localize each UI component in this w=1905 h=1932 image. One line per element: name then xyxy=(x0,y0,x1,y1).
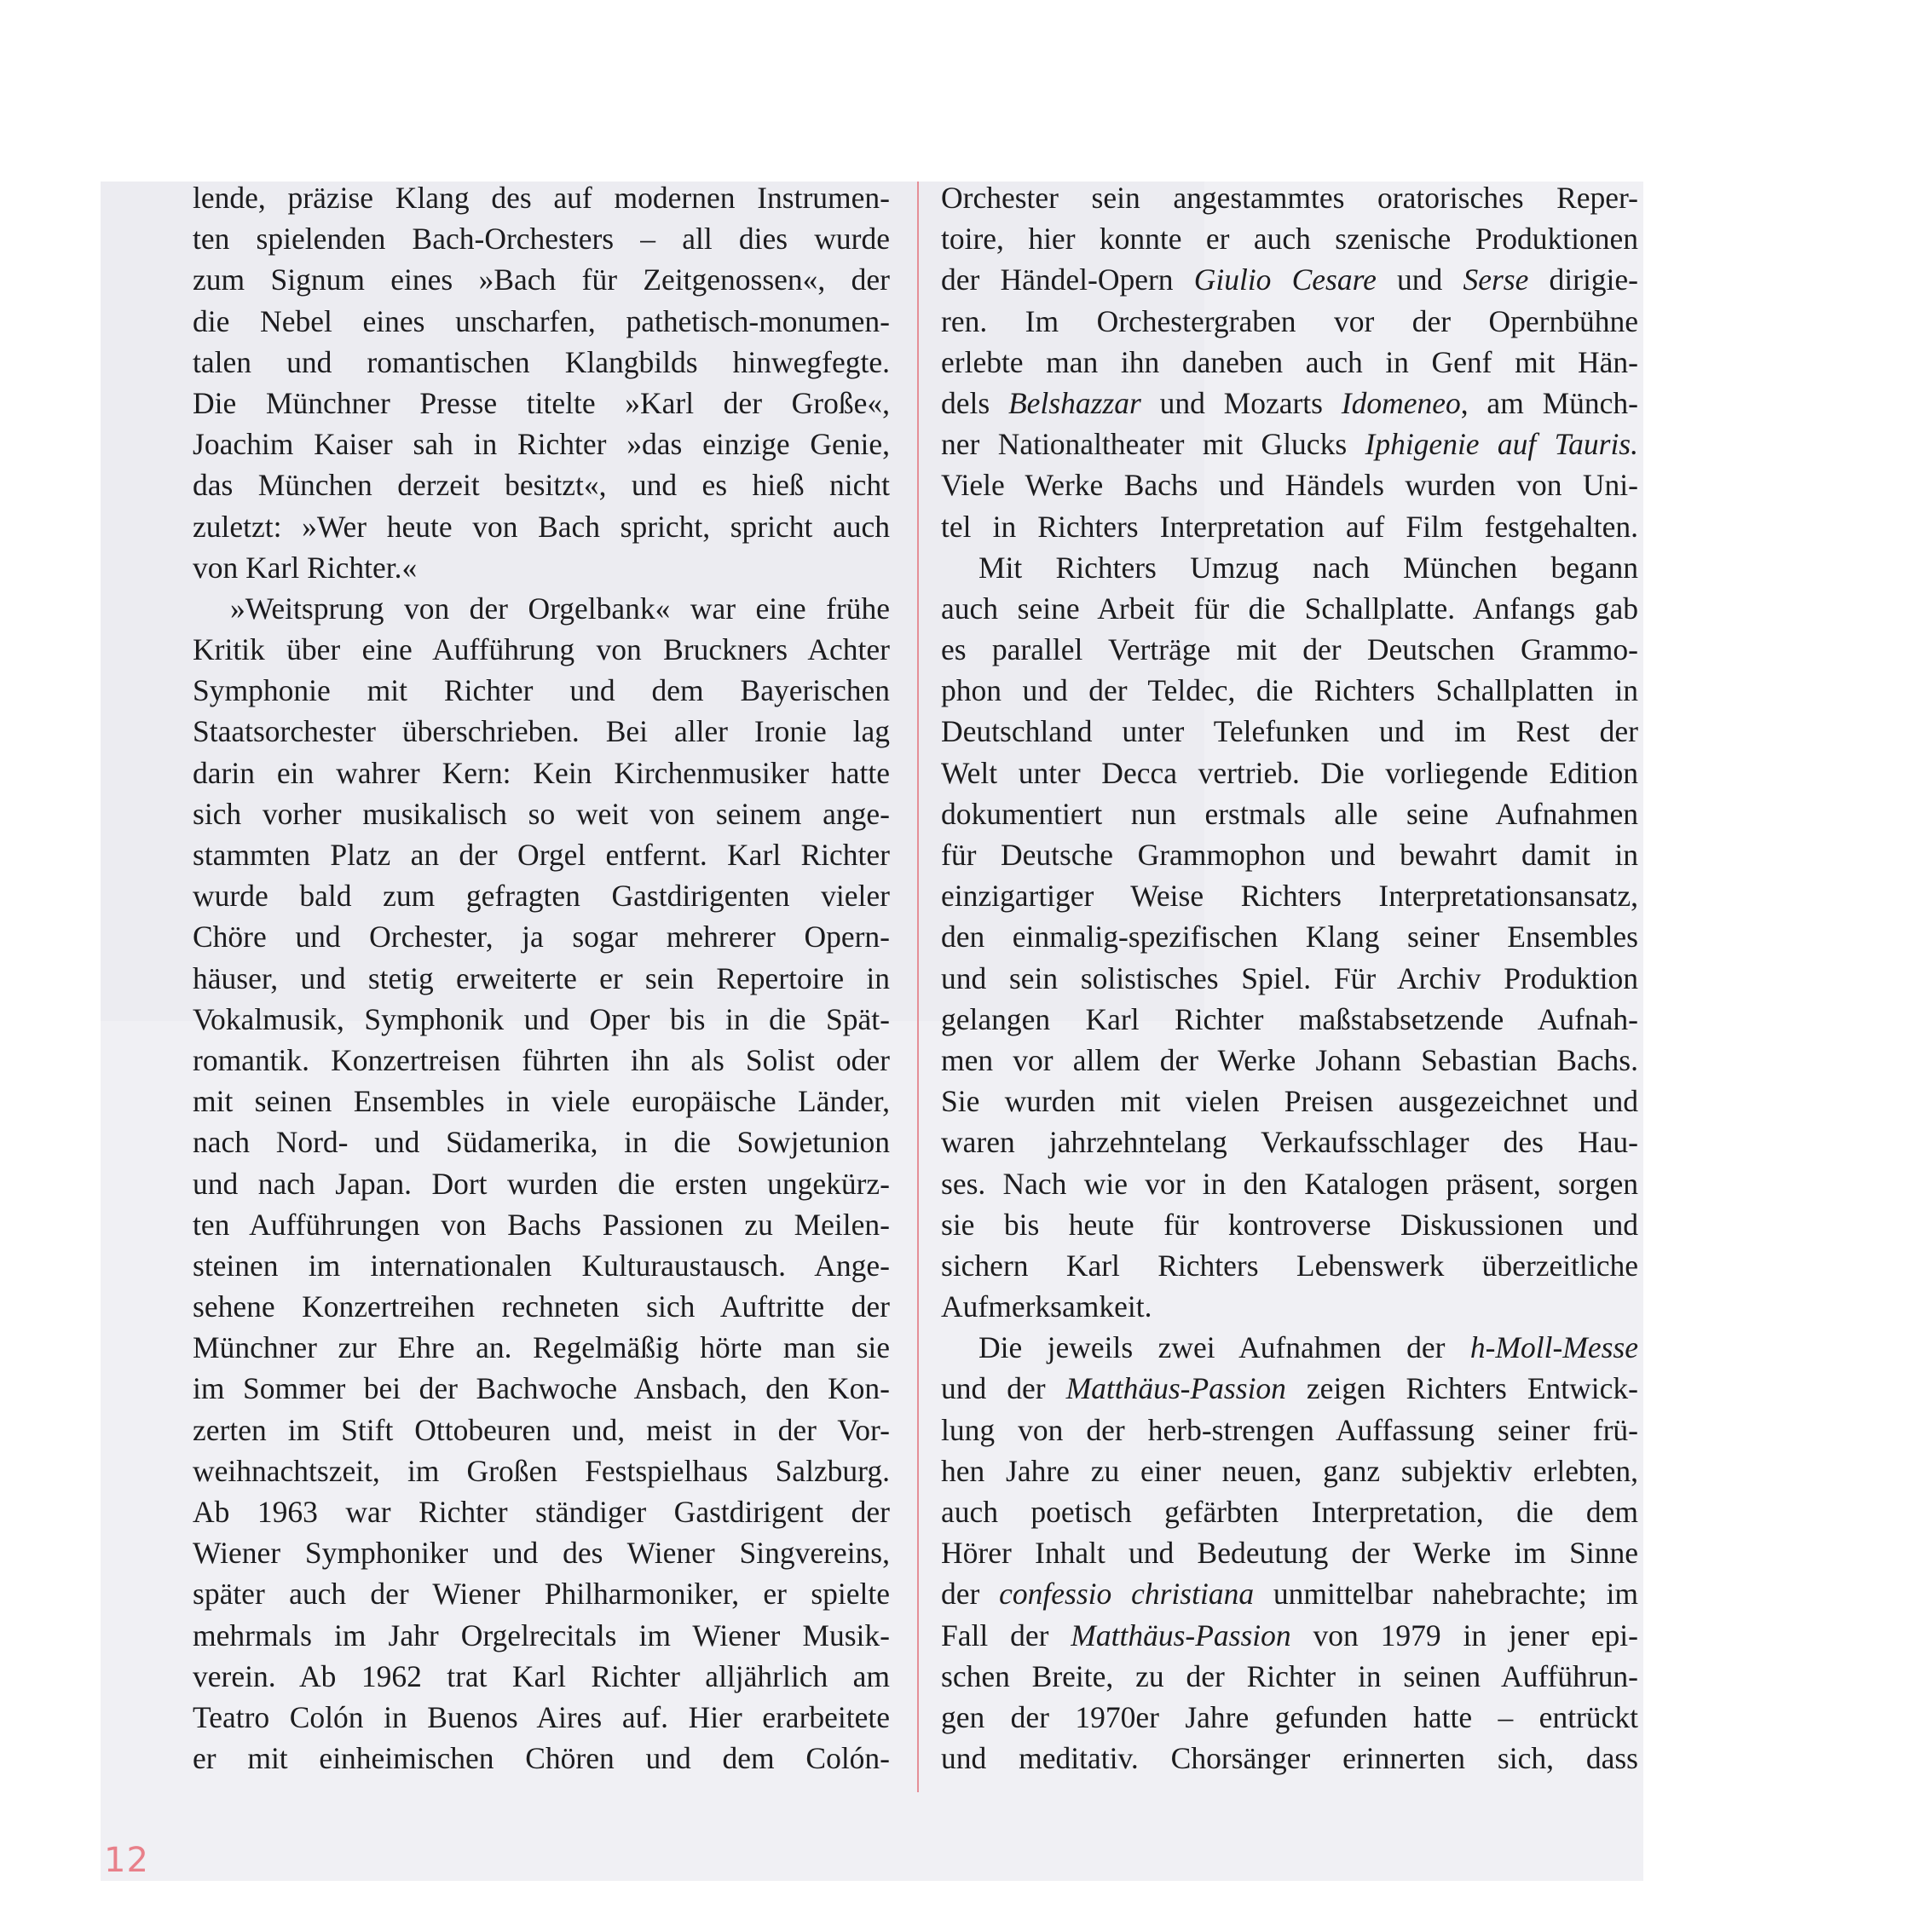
text-line: sich vorher musikalisch so weit von seinem ange- xyxy=(193,796,890,831)
text-line: Symphonie mit Richter und dem Bayerischen xyxy=(193,673,890,708)
text-line: die Nebel eines unscharfen, pathetisch-monumen- xyxy=(193,303,890,338)
text-line: ten spielenden Bach-Orchesters – all dies wurde xyxy=(193,222,890,257)
text-run: toire, hier konnte er auch szenische Produktionen xyxy=(941,222,1638,257)
text-run: auch seine Arbeit für die Schallplatte. Anfangs gab xyxy=(941,591,1638,626)
text-line xyxy=(941,670,1638,711)
text-line xyxy=(941,464,1638,505)
text-line: talen und romantischen Klangbilds hinwegfegte. xyxy=(193,344,890,379)
text-run: von 1979 in jener epi- xyxy=(1290,1618,1638,1652)
text-line xyxy=(941,588,1638,629)
text-line: Kritik über eine Aufführung von Bruckners Achter xyxy=(193,632,890,667)
text-line xyxy=(941,958,1638,999)
italic-title: Belshazzar xyxy=(1007,385,1141,420)
text-line: stammten Platz an der Orgel entfernt. Karl Richter xyxy=(193,838,890,872)
text-line: Münchner zur Ehre an. Regelmäßig hörte man sie xyxy=(193,1330,890,1365)
text-line xyxy=(941,1368,1638,1409)
text-run: schen Breite, zu der Richter in seinen Aufführun- xyxy=(941,1658,1638,1693)
text-line: wurde bald zum gefragten Gastdirigenten vieler xyxy=(193,879,890,914)
text-line: später auch der Wiener Philharmoniker, er spielte xyxy=(193,1577,890,1612)
text-run: Sie wurden mit vielen Preisen ausgezeichnet und xyxy=(941,1084,1638,1119)
text-run: und xyxy=(1376,262,1463,297)
text-run: Mit Richters Umzug nach München begann xyxy=(978,550,1638,585)
text-line: steinen im internationalen Kulturaustausch. Ange- xyxy=(193,1248,890,1283)
italic-title: confessio christiana xyxy=(999,1577,1255,1612)
text-line: er mit einheimischen Chören und dem Colón- xyxy=(193,1741,890,1776)
text-line xyxy=(941,629,1638,670)
text-run: lung von der herb-strengen Auffassung seiner frü- xyxy=(941,1412,1638,1447)
text-line xyxy=(941,301,1638,342)
text-run: Die jeweils zwei Aufnahmen der xyxy=(978,1330,1470,1365)
text-run: Aufmerksamkeit. xyxy=(941,1289,1152,1324)
text-line: lende, präzise Klang des auf modernen Instrumen- xyxy=(193,181,890,215)
text-line xyxy=(941,1122,1638,1162)
text-line: mit seinen Ensembles in viele europäische Länder, xyxy=(193,1084,890,1119)
text-run: phon und der Teldec, die Richters Schallplatten in xyxy=(941,673,1638,708)
text-line xyxy=(941,424,1638,464)
italic-title: Iphigenie auf Tauris. xyxy=(1365,427,1639,462)
text-line: Staatsorchester überschrieben. Bei aller Ironie lag xyxy=(193,714,890,749)
text-run: dels xyxy=(941,385,1008,420)
italic-title: Serse xyxy=(1463,262,1529,297)
text-run: sichern Karl Richters Lebenswerk überzeitliche xyxy=(941,1248,1638,1283)
text-line xyxy=(941,834,1638,875)
page-number: 12 xyxy=(104,1841,149,1880)
text-line xyxy=(941,1573,1638,1614)
text-run: ren. Im Orchestergraben vor der Opernbühne xyxy=(941,303,1638,338)
text-line xyxy=(941,1532,1638,1573)
text-run: gen der 1970er Jahre gefunden hatte – entrückt xyxy=(941,1699,1638,1734)
text-line: ten Aufführungen von Bachs Passionen zu Meilen- xyxy=(193,1207,890,1242)
text-run: gelangen Karl Richter maßstabsetzende Aufnah- xyxy=(941,1001,1638,1036)
text-line: Chöre und Orchester, ja sogar mehrerer Opern- xyxy=(193,920,890,954)
column-divider xyxy=(917,182,919,1792)
text-line xyxy=(941,875,1638,916)
text-line: »Weitsprung von der Orgelbank« war eine frühe xyxy=(230,591,890,626)
text-run: sie bis heute für kontroverse Diskussionen und xyxy=(941,1207,1638,1242)
text-run: tel in Richters Interpretation auf Film festgehalten. xyxy=(941,509,1638,544)
text-line: Ab 1963 war Richter ständiger Gastdirigent der xyxy=(193,1495,890,1529)
italic-title: Matthäus-Passion xyxy=(1071,1618,1291,1652)
text-line: verein. Ab 1962 trat Karl Richter alljährlich am xyxy=(193,1658,890,1693)
text-run: den einmalig-spezifischen Klang seiner Ensembles xyxy=(941,920,1638,954)
text-line xyxy=(941,1245,1638,1286)
text-line xyxy=(941,1163,1638,1204)
text-run: und meditativ. Chorsänger erinnerten sich, dass xyxy=(941,1741,1638,1776)
text-run: Hörer Inhalt und Bedeutung der Werke im Sinne xyxy=(941,1536,1638,1571)
text-line: sehene Konzertreihen rechneten sich Auftritte der xyxy=(193,1289,890,1324)
italic-title: Matthäus-Passion xyxy=(1065,1371,1286,1406)
text-run: es parallel Verträge mit der Deutschen Grammo- xyxy=(941,632,1638,667)
text-line xyxy=(941,753,1638,793)
text-line xyxy=(941,793,1638,834)
text-line: Die Münchner Presse titelte »Karl der Große«, xyxy=(193,385,890,420)
text-run: dokumentiert nun erstmals alle seine Aufnahmen xyxy=(941,796,1638,831)
text-line xyxy=(941,1327,1638,1368)
text-line xyxy=(941,383,1638,424)
text-line: mehrmals im Jahr Orgelrecitals im Wiener Musik- xyxy=(193,1618,890,1652)
text-run: hen Jahre zu einer neuen, ganz subjektiv erlebten, xyxy=(941,1453,1638,1488)
text-line: darin ein wahrer Kern: Kein Kirchenmusiker hatte xyxy=(193,755,890,790)
text-line: Wiener Symphoniker und des Wiener Singvereins, xyxy=(193,1536,890,1571)
text-run: waren jahrzehntelang Verkaufsschlager des Hau- xyxy=(941,1125,1638,1160)
text-line xyxy=(941,1040,1638,1081)
text-run: men vor allem der Werke Johann Sebastian Bachs. xyxy=(941,1042,1638,1077)
text-run: einzigartiger Weise Richters Interpretationsansatz, xyxy=(941,879,1638,914)
italic-title: h-Moll-Messe xyxy=(1469,1330,1638,1365)
text-line xyxy=(941,506,1638,547)
text-run: Fall der xyxy=(941,1618,1071,1652)
text-run: Deutschland unter Telefunken und im Rest der xyxy=(941,714,1638,749)
text-line xyxy=(941,342,1638,383)
text-line xyxy=(941,711,1638,752)
text-run: erlebte man ihn daneben auch in Genf mit Hän- xyxy=(941,344,1638,379)
text-line xyxy=(941,999,1638,1040)
text-line: zerten im Stift Ottobeuren und, meist in der Vor- xyxy=(193,1412,890,1447)
text-line xyxy=(941,916,1638,957)
text-run: , am Münch- xyxy=(1460,385,1638,420)
text-line: Joachim Kaiser sah in Richter »das einzige Genie, xyxy=(193,427,890,462)
text-line: von Karl Richter.« xyxy=(193,550,418,585)
text-run: und sein solistisches Spiel. Für Archiv Produktion xyxy=(941,960,1638,995)
text-run: Orchester sein angestammtes oratorisches Reper- xyxy=(941,181,1638,215)
text-run: ses. Nach wie vor in den Katalogen präsent, sorgen xyxy=(941,1166,1638,1201)
text-line xyxy=(941,218,1638,259)
text-line xyxy=(941,1410,1638,1450)
text-line xyxy=(941,1615,1638,1656)
text-line: zuletzt: »Wer heute von Bach spricht, spricht auch xyxy=(193,509,890,544)
text-run: dirigie- xyxy=(1528,262,1638,297)
text-run: unmittelbar nahebrachte; im xyxy=(1254,1577,1638,1612)
text-line: Teatro Colón in Buenos Aires auf. Hier erarbeitete xyxy=(193,1699,890,1734)
text-line xyxy=(941,1738,1638,1779)
text-run: der Händel-Opern xyxy=(941,262,1194,297)
text-line: das München derzeit besitzt«, und es hieß nicht xyxy=(193,468,890,503)
italic-title: Giulio Cesare xyxy=(1193,262,1377,297)
text-line: Vokalmusik, Symphonik und Oper bis in die Spät- xyxy=(193,1001,890,1036)
text-line xyxy=(941,1450,1638,1491)
text-line: im Sommer bei der Bachwoche Ansbach, den Kon- xyxy=(193,1371,890,1406)
text-run: und der xyxy=(941,1371,1066,1406)
text-run: der xyxy=(941,1577,1000,1612)
text-line xyxy=(941,1286,1638,1327)
text-line xyxy=(941,177,1638,218)
left-text-column xyxy=(193,177,890,1779)
text-line: weihnachtszeit, im Großen Festspielhaus Salzburg. xyxy=(193,1453,890,1488)
text-run: für Deutsche Grammophon und bewahrt damit in xyxy=(941,838,1638,872)
italic-title: Idomeneo xyxy=(1341,385,1461,420)
text-line xyxy=(941,1081,1638,1122)
text-run: auch poetisch gefärbten Interpretation, die dem xyxy=(941,1495,1638,1529)
text-line xyxy=(941,547,1638,588)
text-run: ner Nationaltheater mit Glucks xyxy=(941,427,1365,462)
text-line xyxy=(941,1204,1638,1245)
text-run: und Mozarts xyxy=(1140,385,1342,420)
text-line: romantik. Konzertreisen führten ihn als Solist oder xyxy=(193,1042,890,1077)
text-run: Welt unter Decca vertrieb. Die vorliegende Edition xyxy=(941,755,1638,790)
text-line xyxy=(941,1697,1638,1738)
text-line: zum Signum eines »Bach für Zeitgenossen«, der xyxy=(193,262,890,297)
text-line xyxy=(941,1656,1638,1697)
text-line: und nach Japan. Dort wurden die ersten ungekürz- xyxy=(193,1166,890,1201)
text-line xyxy=(941,259,1638,300)
text-line xyxy=(941,1491,1638,1532)
right-text-column xyxy=(941,177,1638,1779)
text-line: nach Nord- und Südamerika, in die Sowjetunion xyxy=(193,1125,890,1160)
text-run: zeigen Richters Entwick- xyxy=(1285,1371,1638,1406)
text-line: häuser, und stetig erweiterte er sein Repertoire in xyxy=(193,960,890,995)
text-run: Viele Werke Bachs und Händels wurden von Uni- xyxy=(941,468,1638,503)
